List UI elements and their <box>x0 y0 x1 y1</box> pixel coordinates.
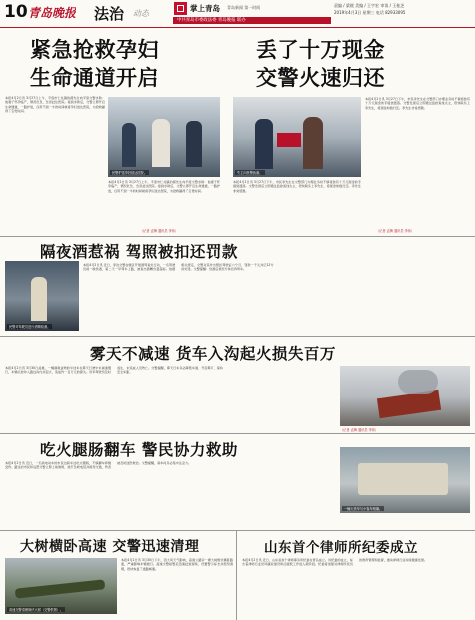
lead-credit: （记者 孟梅 通讯员 李伟） <box>140 229 179 233</box>
drunk-headline: 隔夜酒惹祸 驾照被扣还罚款 <box>40 243 238 261</box>
person-figure-2 <box>152 119 170 167</box>
lead-body-left: 本报4月2日讯 3月27日上午，平度市仁兆镇的郝先生向平度交警求助：他妻子怀孕临产，情况危急，急需赶往医院。接到求助后，交警立即开启生命通道，一路护送，仅用不到一半的时间就将孕妇送达医院，为抢救赢得了宝贵时间。 <box>5 96 105 113</box>
lead-photo-caption: 民警护送孕妇抵达医院。 <box>112 171 148 175</box>
person-figure-1 <box>122 123 136 167</box>
divider-2 <box>0 336 475 337</box>
fog-body: 本报4月2日讯 3月30日凌晨，一辆满载货物的半挂车在雾天行驶中未减速慢行，车辆失控冲入路边沟内并起火，造成约一百万元的损失。所幸驾驶员及时逃生，未造成人员伤亡。交警提醒，雾天行车务必降低车速、开启雾灯、保持安全车距。 <box>5 366 223 375</box>
app-qr-box <box>174 2 187 15</box>
lead-headline-line1: 紧急抢救孕妇 <box>30 38 159 62</box>
section-subtitle: 动态 <box>133 9 149 18</box>
person-figure-3 <box>186 121 202 167</box>
officer-figure <box>31 277 47 321</box>
section-title: 法治 <box>94 5 125 23</box>
bus-shape <box>358 463 448 495</box>
bike-body: 本报4月2日讯 近日，一名骑电动车的市民边骑车边吃火腿肠，不慎翻车摔倒受伤。路过的市民和巡逻交警立即上前施救，拨打急救电话并疏导交通，伤者被及时送医救治。交警提醒，骑车时务必集中注意力。 <box>5 461 192 470</box>
date-line: 2019年4月3日 星期三 电话 82933095 <box>334 10 406 15</box>
page-number: 10 <box>4 2 28 22</box>
drunk-photo <box>5 261 79 331</box>
app-label: 掌上青岛 <box>190 4 220 13</box>
banner-red <box>277 133 301 147</box>
cash-body-right: 本报4月2日讯 3月27日下午，市民李先生在交警部门办理业务时不慎将装有十万元现金的手提袋遗落。交警发现后立即通过监控查找失主，很快联系上李先生，将现金如数归还。李先生非常感激。 <box>365 97 470 110</box>
divider-1 <box>0 236 475 237</box>
drunk-photo-caption: 民警对驾驶员进行酒精检测。 <box>9 325 51 329</box>
bike-photo-caption: 一辆大货车与小客车相撞。 <box>344 507 383 511</box>
paper-name-logo: 青岛晚报 <box>28 6 77 20</box>
citizen-figure <box>303 117 323 169</box>
divider-3 <box>0 433 475 434</box>
fog-photo <box>340 366 470 426</box>
cash-headline-line2: 交警火速归还 <box>256 66 385 90</box>
divider-4 <box>0 530 475 531</box>
lawyer-body: 本报4月2日讯 近日，山东省首个律师事务所纪委在青岛成立。该纪委的成立，标志着律师行业党风廉政建设和反腐败工作进入新阶段。纪委将加强对律师所党员的教育管理和监督，推动律师行业持续健康发展。 <box>242 558 428 567</box>
bike-headline: 吃火腿肠翻车 警民协力救助 <box>40 441 238 459</box>
slogan-bar <box>173 17 331 24</box>
slogan-text: 中共青岛市委政法委 青岛晚报 联办 <box>177 18 246 23</box>
cash-photo <box>233 97 361 177</box>
app-icon <box>177 5 184 12</box>
smoke-shape <box>398 370 438 394</box>
officer-figure <box>255 119 273 169</box>
lead-headline-line2: 生命通道开启 <box>30 66 159 90</box>
lead-body-right: 本报4月2日讯 3月27日上午，平度市仁兆镇的郝先生向平度交警求助：他妻子怀孕临产，情况危急，急需赶往医院。接到求助后，交警立即开启生命通道，一路护送，仅用不到一半的时间就将孕妇送达医院，为抢救赢得了宝贵时间。 <box>108 180 220 193</box>
cash-credit: （记者 孟梅 通讯员 李伟） <box>376 229 415 233</box>
masthead <box>0 0 475 26</box>
tree-photo-caption: 高速交警清理倒伏大树（交警供图）。 <box>9 608 64 612</box>
bike-photo <box>340 447 470 513</box>
cash-body-bottom: 本报4月2日讯 3月27日下午，市民李先生在交警部门办理业务时不慎将装有十万元现金的手提袋遗落。交警发现后立即通过监控查找失主，很快联系上李先生，将现金如数归还。李先生非常感激。 <box>233 180 361 193</box>
masthead-rule <box>0 27 475 28</box>
tree-headline: 大树横卧高速 交警迅速清理 <box>20 539 200 555</box>
editor-line: 责编 / 梁媛 美编 / 王宇宏 审读 / 王桂芝 <box>334 3 405 8</box>
truck-shape <box>377 390 441 418</box>
lead-photo <box>108 97 220 177</box>
divider-vertical-bottom <box>236 530 237 620</box>
app-subtitle: 青岛新闻 第一时间 <box>227 5 261 10</box>
fog-credit: （记者 孟梅 通讯员 李伟） <box>340 428 379 432</box>
fallen-tree-shape <box>15 579 106 598</box>
lawyer-headline: 山东首个律师所纪委成立 <box>264 540 418 556</box>
cash-headline-line1: 丢了十万现金 <box>256 38 385 62</box>
tree-body: 本报4月2日讯 3月30日下午，因大风天气影响，高速公路旁一棵大树倒伏横卧路面，严重影响车辆通行。高速交警接警后迅速赶到现场，设置警示标志并组织清理，很快恢复了道路畅通。 <box>121 558 233 571</box>
drunk-body: 本报4月2日讯 近日，李沧交警在辖区开展酒驾查处行动，一名驾驶员前一晚饮酒，第二天一早驾车上路，被查出酒精含量超标。依据相关规定，交警对其作出暂扣驾驶证六个月、罚款一千元并记12分的处罚。交警提醒：饮酒后须充分休息再驾车。 <box>83 263 274 272</box>
cash-photo-caption: 失主向民警致谢。 <box>237 171 263 175</box>
tree-photo <box>5 558 117 614</box>
fog-headline: 雾天不减速 货车入沟起火损失百万 <box>90 345 336 363</box>
